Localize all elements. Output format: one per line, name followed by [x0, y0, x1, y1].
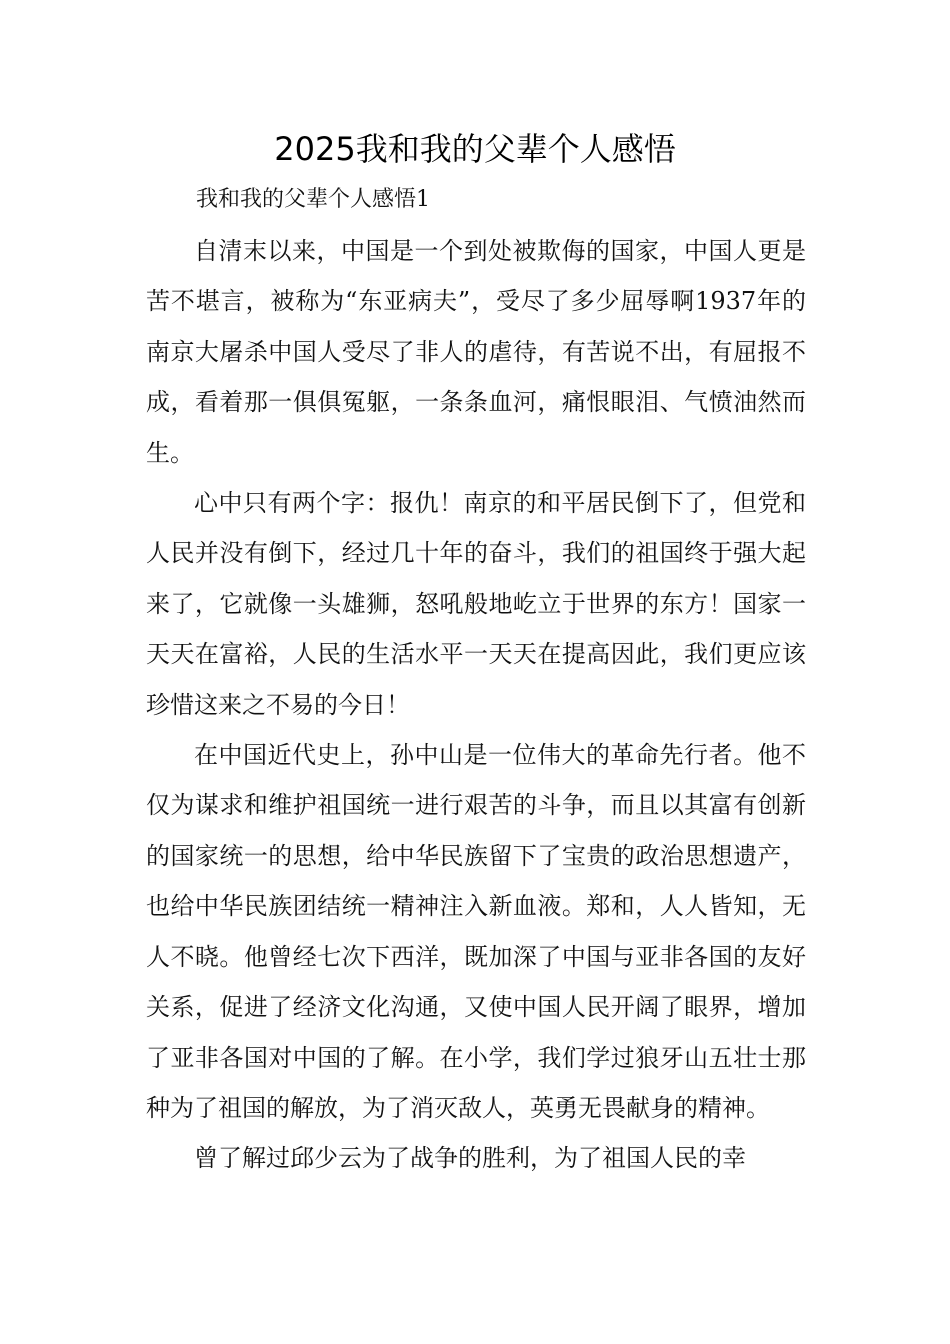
- paragraph-1: 自清末以来，中国是一个到处被欺侮的国家，中国人更是苦不堪言，被称为“东亚病夫”，受尽了多少屈辱啊1937年的南京大屠杀中国人受尽了非人的虐待，有苦说不出，有屈报不成，看着那一俱俱冤躯，一条条血河，痛恨眼泪、气愤油然而生。: [146, 237, 806, 467]
- document-title: 2025我和我的父辈个人感悟: [274, 130, 676, 168]
- paragraph-3: 在中国近代史上，孙中山是一位伟大的革命先行者。他不仅为谋求和维护祖国统一进行艰苦的斗争，而且以其富有创新的国家统一的思想，给中华民族留下了宝贵的政治思想遗产，也给中华民族团结统一精神注入新血液。郑和，人人皆知，无人不晓。他曾经七次下西洋，既加深了中国与亚非各国的友好关系，促进了经济文化沟通，又使中国人民开阔了眼界，增加了亚非各国对中国的了解。在小学，我们学过狼牙山五壮士那种为了祖国的解放，为了消灭敌人，英勇无畏献身的精神。: [146, 741, 806, 1122]
- paragraph-2: 心中只有两个字：报仇！南京的和平居民倒下了，但党和人民并没有倒下，经过几十年的奋斗，我们的祖国终于强大起来了，它就像一头雄狮，怒吼般地屹立于世界的东方！国家一天天在富裕，人民的生活水平一天天在提高因此，我们更应该珍惜这来之不易的今日！: [146, 489, 806, 719]
- document-body: [146, 226, 806, 1184]
- document-subtitle: 我和我的父辈个人感悟1: [196, 187, 430, 212]
- paragraph-4: 曾了解过邱少云为了战争的胜利，为了祖国人民的幸: [194, 1144, 746, 1173]
